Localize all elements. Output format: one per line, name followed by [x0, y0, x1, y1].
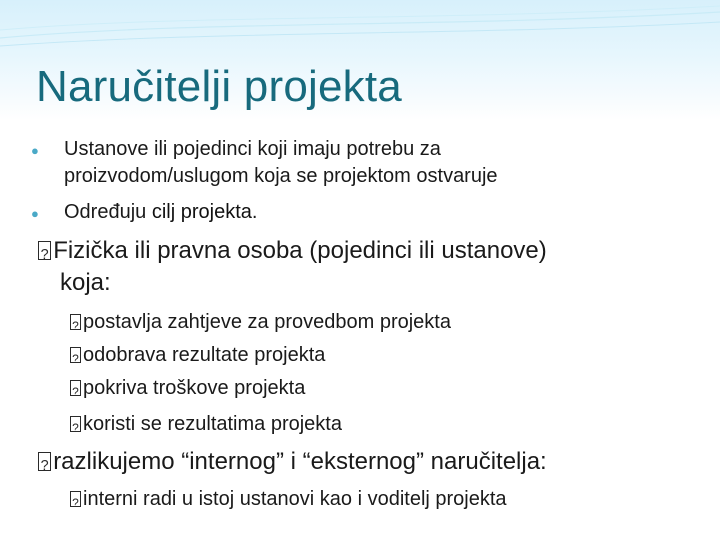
level2-text: odobrava rezultate projekta: [83, 344, 326, 366]
missing-glyph-icon: [70, 491, 81, 507]
level1-item: [38, 447, 547, 477]
bullet-prefix: Određuju: [64, 201, 152, 223]
level2-item: [70, 376, 305, 400]
level1-text: Fizička ili pravna osoba (pojedinci ili ustanove): [53, 237, 547, 264]
bullet-line: [64, 200, 257, 225]
bullet-dot-icon: ●: [31, 206, 39, 221]
level1-item-line-2: koja:: [60, 269, 111, 296]
slide-title: Naručitelji projekta: [36, 62, 402, 111]
level2-text: postavlja zahtjeve za provedbom projekta: [83, 311, 451, 333]
bullet-emphasis: cilj projekta: [151, 201, 252, 223]
level2-text: pokriva troškove projekta: [83, 377, 306, 399]
bullet-suffix: .: [251, 201, 258, 223]
missing-glyph-icon: [70, 380, 81, 396]
level1-text: razlikujemo “internog” i “eksternog” naručitelja:: [53, 448, 547, 475]
level2-item: [70, 487, 507, 511]
level2-item: [70, 343, 325, 367]
level2-text: interni radi u istoj ustanovi kao i voditelj projekta: [83, 488, 507, 510]
missing-glyph-icon: [70, 347, 81, 363]
level2-item: [70, 412, 342, 436]
level1-item-line-1: [38, 236, 547, 266]
bullet-line-1: Ustanove ili pojedinci koji imaju potrebu za: [64, 138, 441, 160]
level2-item: [70, 310, 451, 334]
bullet-line-2: proizvodom/uslugom koja se projektom ostvaruje: [64, 165, 498, 187]
missing-glyph-icon: [70, 416, 81, 432]
missing-glyph-icon: [38, 452, 51, 471]
bullet-dot-icon: ●: [31, 143, 39, 158]
missing-glyph-icon: [70, 314, 81, 330]
level2-text: koristi se rezultatima projekta: [83, 413, 342, 435]
missing-glyph-icon: [38, 241, 51, 260]
